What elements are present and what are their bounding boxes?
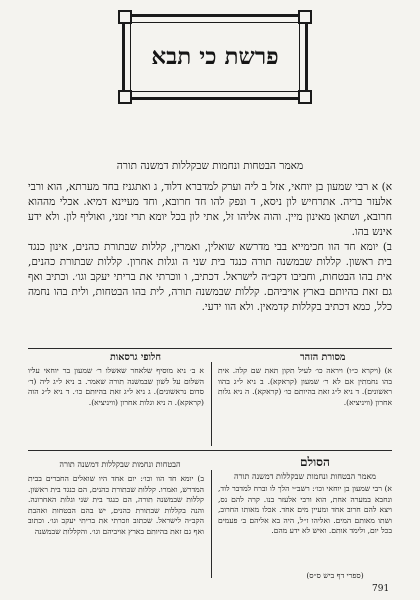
sulam-footnote: (ספרי דף ביש ס״ס) [306, 571, 364, 580]
variant-readings-text: א ב׳ ניא מוסיף שלאחר שאשלו ר׳ שמעון בר יוחאי עליו השלום על לשון שבמשנה תורה שאמר. ב ניא ל״ג ליה (ד׳ סדום נראשונים). ג ניא ל״ג זאת בהיותם כו׳. ד ניא ל״ג הוה (קראקא). ה ניא וגלות אחרון (וויניציא). [28, 366, 204, 407]
main-paragraph: ב) יומא חד הוו חכימייא בבי מדרשא שואלין, ואמרין, קללות שבתורת כהנים, אינון כנגד בית ראשון. קללות שבמשנה תורה כנגד בית שני ה וגלות אחרון. קללות שבתורת כהנים, אית בהו הבטחות, וחביבו דקב״ה לישראל. דכתיב, ו ווכרתי את בריתי יעקב וגו׳. וכתיב ואף גם זאת בהיותם בארץ אויביהם. קללות שבמשנה תורה, לית בהו הבטחות, ולית בהו נחמה כלל, כמא דכתיב בקללות קדמאין. ולא הוו ידעי. [28, 241, 392, 313]
sulam-right-text: א) רבי שמעון בן יוחאי וכו׳: רשב״י הלך לו וברח למדבר לוד, ונחבא במערה אחת, הוא ורבי אלעזר בנו. קרה להם נס, ויצא להם חרוב אחד ומעיין מים אחד. אכלו מאותו החרוב, ושתו מאותם המים. ואליהו ז״ל, היה בא אליהם ב׳ פעמים בכל יום, ולימד אותם. ואיש לא ידע מהם. [218, 484, 392, 535]
title-frame [122, 14, 308, 100]
section-subtitle: מאמר הבטחות ונחמות שבקללות דמשנה תורה [116, 160, 304, 172]
frame-corner-ornament [118, 90, 132, 104]
zohar-sources-text: א) (ויקרא כ״ו) ויראה כו׳ לעיל תקון תאת שם קלה. אית בהו נחמתין אם לא ר׳ שמעון (קראקא). ב ניא ל״ג בהוו ראשונים). ד ניא ל״ג זאת בהיותם כו׳ (קראקא). ה ניא גלות אחרון (וויניציא). [218, 366, 392, 407]
parasha-title: פרשת כי תבא [151, 43, 279, 70]
sulam-left-text: ב) יומא חד הוו וכו׳: יום אחד היו שואלים החברים בבית המדרש, ואמרו. קללות שבתורת כהנים, הם כנגד בית ראשון. קללות שבמשנה תורה, הם כנגד בית שני וגלות האחרונה. והנה בקללות שבתורת כהנים, יש בהם הבטחות ואהבת הקב״ה לישראל. שכתוב וזכרתי את בריתי יעקב וגו׳. וכתוב ואף גם זאת בהיותם בארץ אויביהם וגו׳. והקללות שבמשנה [28, 474, 204, 536]
sulam-heading: הסולם [300, 455, 330, 469]
frame-corner-ornament [298, 90, 312, 104]
frame-corner-ornament [298, 10, 312, 24]
column-divider [211, 362, 212, 446]
horizontal-divider [28, 348, 392, 349]
sulam-left-subheading: הבטחות ונחמות שבקללות דמשנה תורה [59, 460, 181, 469]
sulam-right-subheading: מאמר הבטחות ונחמות שבקללות דמשנה תורה [233, 472, 377, 481]
main-paragraph: א) א רבי שמעון בן יוחאי, אזל ב ליה וערק למדברא דלוד, ג ואתגניז בחד מערתא, הוא ורבי אלעזר בריה. אתרחיש לון ניסא, ד ונפק להו חד חרובא, וחד מעיינא דמיא. אכלי מההוא חרובא, ושתאן מאינון מיין. והוה אליהו זל, אתי לון בכל יומא תרי זמני, ואוליף לון. ולא ידע אינש בהו. [28, 181, 392, 238]
zohar-sources-heading: מסורת הזהר [300, 352, 346, 363]
horizontal-divider [28, 450, 392, 451]
frame-corner-ornament [118, 10, 132, 24]
page-number: 791 [372, 584, 390, 594]
main-text-block [28, 180, 392, 315]
column-divider [211, 470, 212, 578]
variant-readings-heading: חלופי גרסאות [110, 352, 161, 363]
